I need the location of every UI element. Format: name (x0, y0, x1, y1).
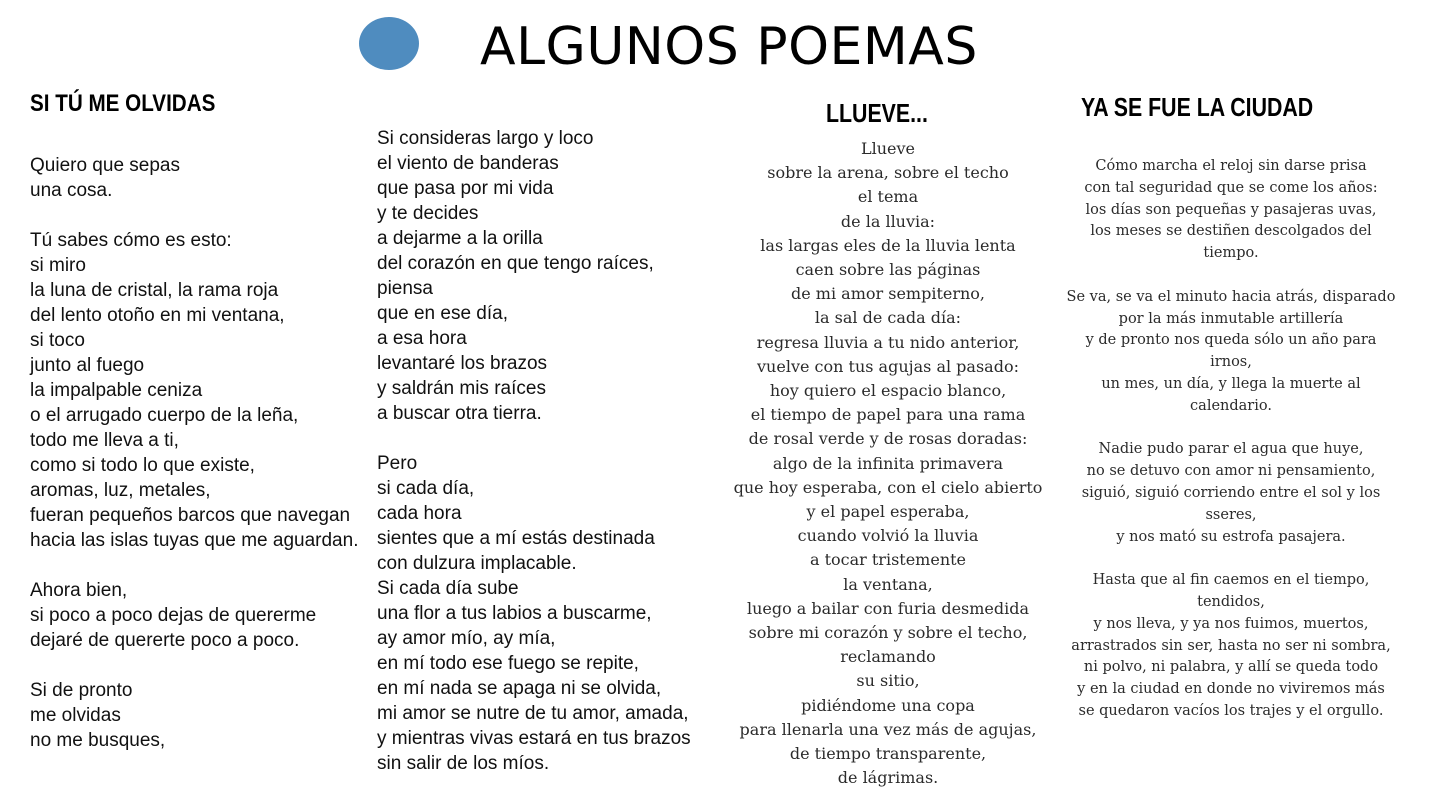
poem-title-si-tu-me-olvidas: SI TÚ ME OLVIDAS (30, 90, 216, 117)
poem-title-llueve: LLUEVE... (826, 98, 928, 128)
poem-title-ya-se-fue-la-ciudad: YA SE FUE LA CIUDAD (1081, 92, 1314, 122)
poem-text-olvidas-part1: Quiero que sepas una cosa. Tú sabes cómo es esto: si miro la luna de cristal, la rama roja del lento otoño en mi ventana, si toco junto al fuego la impalpable ceniza o el arrugado cuerpo de la leña, todo me lleva a ti, como si todo lo que existe, aromas, luz, metales, fueran pequeños barcos que navegan hacia las islas tuyas que me aguardan. Ahora bien, si poco a poco dejas de quererme dejaré de quererte poco a poco. Si de pronto me olvidas no me busques, (30, 155, 359, 751)
page-title: ALGUNOS POEMAS (480, 17, 978, 77)
poem-text-olvidas-part2: Si consideras largo y loco el viento de banderas que pasa por mi vida y te decides a dejarme a la orilla del corazón en que tengo raíces, piensa que en ese día, a esa hora levantaré los brazos y saldrán mis raíces a buscar otra tierra. Pero si cada día, cada hora sientes que a mí estás destinada con dulzura implacable. Si cada día sube una flor a tus labios a buscarme, ay amor mío, ay mía, en mí todo ese fuego se repite, en mí nada se apaga ni se olvida, mi amor se nutre de tu amor, amada, y mientras vivas estará en tus brazos sin salir de los míos. (377, 128, 691, 774)
blue-circle-decoration (359, 17, 419, 70)
poem-text-llueve: Llueve sobre la arena, sobre el techo el tema de la lluvia: las largas eles de la lluvia lenta caen sobre las páginas de mi amor sempiterno, la sal de cada día: regresa lluvia a tu nido anterior, vuelve con tus agujas al pasado: hoy quiero el espacio blanco, el tiempo de papel para una rama de rosal verde y de rosas doradas: algo de la infinita primavera que hoy esperaba, con el cielo abierto y el papel esperaba, cuando volvió la lluvia a tocar tristemente la ventana, luego a bailar con furia desmedida sobre mi corazón y sobre el techo, reclamando su sitio, pidiéndome una copa para llenarla una vez más de agujas, de tiempo transparente, de lágrimas. (733, 139, 1043, 788)
poem-text-ciudad: Cómo marcha el reloj sin darse prisa con tal seguridad que se come los años: los días son pequeñas y pasajeras uvas, los meses se destiñen descolgados del tiempo. Se va, se va el minuto hacia atrás, disparado por la más inmutable artillería y de pronto nos queda sólo un año para irnos, un mes, un día, y llega la muerte al calendario. Nadie pudo parar el agua que huye, no se detuvo con amor ni pensamiento, siguió, siguió corriendo entre el sol y los sseres, y nos mató su estrofa pasajera. Hasta que al fin caemos en el tiempo, tendidos, y nos lleva, y ya nos fuimos, muertos, arrastrados sin ser, hasta no ser ni sombra, ni polvo, ni palabra, y allí se queda todo y en la ciudad en donde no viviremos más se quedaron vacíos los trajes y el orgullo. (1066, 158, 1396, 719)
